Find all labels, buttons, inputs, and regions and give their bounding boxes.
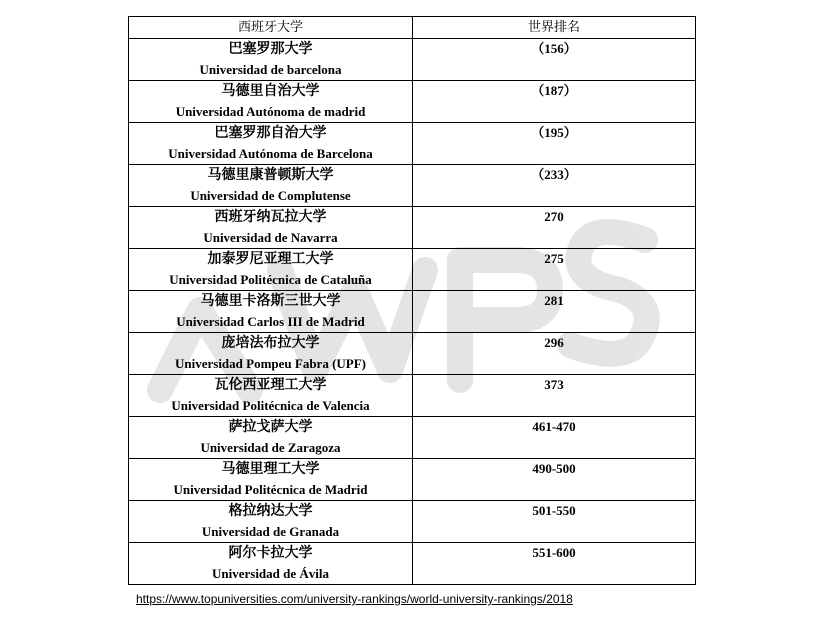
table-row	[129, 417, 696, 459]
university-cell	[129, 543, 413, 585]
university-spanish-name: Universidad Autónoma de madrid	[175, 104, 366, 119]
university-chinese-name: 萨拉戈萨大学	[228, 419, 313, 435]
table-row	[129, 543, 696, 585]
university-cell	[129, 123, 413, 165]
university-chinese-name: 马德里理工大学	[221, 461, 320, 477]
world-rank-cell: 461-470	[413, 417, 696, 459]
university-cell	[129, 333, 413, 375]
table-row	[129, 291, 696, 333]
world-rank-cell: 270	[413, 207, 696, 249]
university-cell	[129, 459, 413, 501]
table-row	[129, 249, 696, 291]
header-world-rank: 世界排名	[413, 17, 696, 39]
university-chinese-name: 马德里康普顿斯大学	[207, 167, 334, 183]
university-chinese-name: 西班牙纳瓦拉大学	[214, 209, 327, 225]
world-rank-cell: 490-500	[413, 459, 696, 501]
world-rank-cell: （156）	[413, 39, 696, 81]
world-rank-cell: （233）	[413, 165, 696, 207]
world-rank-cell: （195）	[413, 123, 696, 165]
table-row	[129, 165, 696, 207]
university-chinese-name: 加泰罗尼亚理工大学	[207, 251, 334, 267]
university-chinese-name: 庞培法布拉大学	[221, 335, 320, 351]
university-ranking-table	[128, 16, 696, 585]
university-chinese-name: 巴塞罗那大学	[228, 41, 313, 57]
university-chinese-name: 马德里卡洛斯三世大学	[200, 293, 341, 309]
world-rank-cell: 296	[413, 333, 696, 375]
world-rank-cell: 551-600	[413, 543, 696, 585]
university-chinese-name: 格拉纳达大学	[228, 503, 313, 519]
world-rank-cell: 275	[413, 249, 696, 291]
university-cell	[129, 249, 413, 291]
university-chinese-name: 阿尔卡拉大学	[228, 545, 313, 561]
header-university: 西班牙大学	[129, 17, 413, 39]
university-cell	[129, 375, 413, 417]
world-rank-cell: 373	[413, 375, 696, 417]
table-row	[129, 375, 696, 417]
university-spanish-name: Universidad de Granada	[201, 524, 340, 539]
university-spanish-name: Universidad de Zaragoza	[200, 440, 341, 455]
university-spanish-name: Universidad Autónoma de Barcelona	[168, 146, 373, 161]
university-chinese-name: 巴塞罗那自治大学	[214, 125, 327, 141]
table-row	[129, 207, 696, 249]
university-chinese-name: 马德里自治大学	[221, 83, 320, 99]
university-spanish-name: Universidad Politécnica de Madrid	[173, 482, 368, 497]
university-cell	[129, 81, 413, 123]
university-spanish-name: Universidad Politécnica de Valencia	[171, 398, 370, 413]
table-row	[129, 501, 696, 543]
world-rank-cell: 501-550	[413, 501, 696, 543]
university-cell	[129, 417, 413, 459]
university-spanish-name: Universidad de Navarra	[203, 230, 338, 245]
world-rank-cell: 281	[413, 291, 696, 333]
university-spanish-name: Universidad de Complutense	[190, 188, 351, 203]
source-link[interactable]: https://www.topuniversities.com/university-rankings/world-university-rankings/2018	[136, 592, 573, 606]
university-spanish-name: Universidad Pompeu Fabra (UPF)	[174, 356, 367, 371]
university-spanish-name: Universidad de barcelona	[199, 62, 342, 77]
table-row	[129, 333, 696, 375]
university-spanish-name: Universidad Carlos III de Madrid	[176, 314, 365, 329]
university-cell	[129, 291, 413, 333]
university-cell	[129, 501, 413, 543]
world-rank-cell: （187）	[413, 81, 696, 123]
table-row	[129, 459, 696, 501]
table-row	[129, 123, 696, 165]
table-row	[129, 81, 696, 123]
university-spanish-name: Universidad de Ávila	[211, 566, 329, 581]
university-cell	[129, 165, 413, 207]
university-cell	[129, 39, 413, 81]
university-spanish-name: Universidad Politécnica de Cataluña	[169, 272, 372, 287]
university-cell	[129, 207, 413, 249]
table-header-row	[129, 17, 696, 39]
table-row	[129, 39, 696, 81]
university-chinese-name: 瓦伦西亚理工大学	[214, 377, 327, 393]
